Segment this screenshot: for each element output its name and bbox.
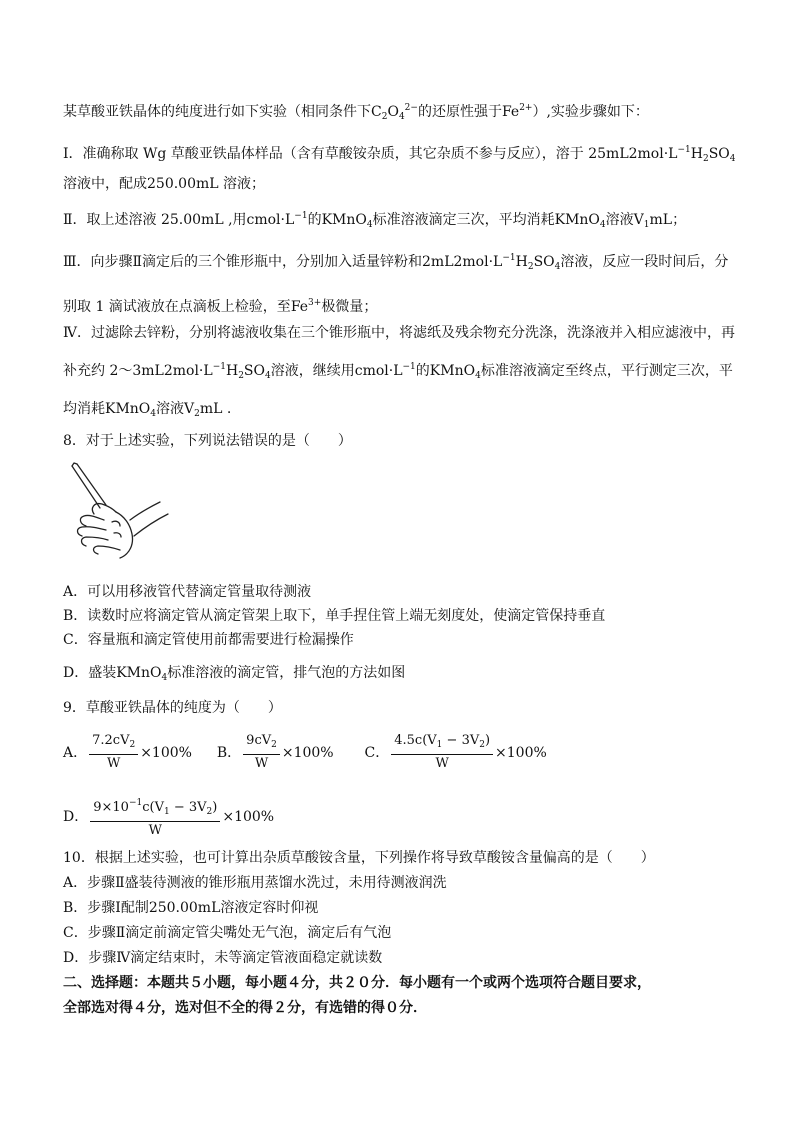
- q10-option-b-text: B．步骤Ⅰ配制250.00mL溶液定容时仰视: [63, 900, 319, 916]
- section2-text: 二、选择题：本题共５小题，每小题４分，共２０分．每小题有一个或两个选项符合题目要求，: [63, 975, 651, 991]
- fraction: [243, 733, 280, 772]
- num-text: ): [212, 800, 218, 815]
- hand-wrist: [130, 502, 160, 520]
- step2-text: 溶液V: [605, 212, 644, 228]
- section2-heading-line2: [63, 999, 427, 1017]
- intro-text: ）,实验步骤如下：: [532, 104, 649, 120]
- step2-text: 标准溶液滴定三次，平均消耗KMnO: [372, 212, 600, 228]
- denominator: W: [254, 756, 269, 771]
- formula-c: C: [371, 104, 382, 120]
- subscript: 4: [150, 409, 157, 419]
- subscript: 2: [238, 371, 244, 381]
- num-text: 4.5c(V: [394, 733, 437, 748]
- step1-line1: [63, 141, 736, 168]
- subscript: 2: [194, 409, 200, 419]
- q10-stem-text: 10．根据上述实验，也可计算出杂质草酸铵含量，下列操作将导致草酸铵含量偏高的是（ ）: [63, 850, 655, 866]
- step4-line2: [63, 358, 733, 385]
- hand-palm: [116, 512, 133, 558]
- q9-option-b: [216, 733, 334, 771]
- q9-option-a: [63, 733, 192, 771]
- formula-o: O: [387, 104, 399, 120]
- q8-option-a: [63, 583, 311, 601]
- fraction: [89, 733, 138, 772]
- q10-option-c: [63, 924, 391, 942]
- intro-line: [63, 99, 649, 126]
- subscript: 4: [161, 673, 168, 683]
- numerator: [391, 733, 493, 755]
- q8-option-d: [63, 664, 405, 687]
- q8-option-d-text: D．盛装KMnO: [63, 665, 162, 681]
- formula-h: H: [225, 363, 239, 379]
- q9-stem-text: 9．草酸亚铁晶体的纯度为（ ）: [63, 700, 282, 716]
- num-text: c(V: [142, 800, 164, 815]
- subscript: 2: [206, 807, 213, 817]
- num-text: 9×10: [93, 800, 129, 815]
- superscript: −1: [402, 362, 416, 372]
- subscript: 4: [599, 220, 606, 230]
- step1-text: 溶液中，配成250.00mL 溶液；: [63, 176, 266, 192]
- subscript: 4: [554, 262, 561, 272]
- superscript: −1: [677, 145, 691, 155]
- numerator: [89, 733, 138, 755]
- numerator: [243, 733, 280, 755]
- intro-text: 某草酸亚铁晶体的纯度进行如下实验（相同条件下: [63, 104, 371, 120]
- subscript: 4: [729, 154, 736, 164]
- percent-suffix: ×100%: [281, 744, 334, 761]
- step2-line: [63, 207, 686, 234]
- burette-tube-right-edge: [77, 464, 106, 505]
- step1-line2: [63, 175, 265, 193]
- num-text: − 3V: [442, 733, 480, 748]
- fraction: [391, 733, 493, 772]
- formula-so: SO: [533, 254, 555, 270]
- q8-option-c-text: C．容量瓶和滴定管使用前都需要进行检漏操作: [63, 632, 354, 648]
- section2-heading-line1: [63, 974, 651, 992]
- burette-tip: [72, 463, 77, 466]
- q8-option-b: [63, 607, 605, 625]
- step1-text: Ⅰ．准确称取 Wg 草酸亚铁晶体样品（含有草酸铵杂质，其它杂质不参与反应），溶于 25mL2mol·L: [63, 146, 678, 162]
- step3-text: 极微量；: [321, 299, 378, 315]
- step2-text: Ⅱ．取上述溶液 25.00mL ,用cmol·L: [63, 212, 295, 228]
- q8-option-c: [63, 631, 354, 649]
- subscript: 2: [702, 154, 709, 164]
- q8-option-d-text: 标准溶液的滴定管，排气泡的方法如图: [167, 665, 406, 681]
- option-label: D．: [63, 809, 89, 825]
- step4-text: 溶液V: [156, 401, 195, 417]
- subscript: 2: [527, 262, 534, 272]
- step3-text: 别取 1 滴试液放在点滴板上检验，至: [63, 299, 291, 315]
- step4-text: 标准溶液滴定至终点，平行测定三次，平: [480, 363, 733, 379]
- q8-option-a-text: A．可以用移液管代替滴定管量取待测液: [63, 584, 312, 600]
- superscript: −1: [294, 211, 308, 221]
- num-text: ): [484, 733, 491, 748]
- burette-tube-left-edge: [72, 466, 100, 508]
- q10-stem: [63, 849, 655, 867]
- formula-so: SO: [708, 146, 730, 162]
- subscript: 1: [436, 740, 443, 750]
- percent-suffix: ×100%: [495, 744, 547, 761]
- step4-line3: [63, 400, 231, 423]
- q10-option-b: [63, 899, 318, 917]
- percent-suffix: ×100%: [222, 809, 275, 825]
- option-label: C．: [364, 744, 390, 761]
- step4-text: 均消耗KMnO: [63, 401, 151, 417]
- option-label: A．: [63, 744, 88, 761]
- hand-finger: [78, 527, 107, 536]
- subscript: 4: [265, 371, 271, 381]
- hand-finger: [94, 546, 121, 554]
- formula-fe: Fe: [290, 299, 309, 315]
- superscript: −1: [128, 798, 143, 808]
- q10-option-d: [63, 949, 382, 967]
- step2-text: mL；: [649, 212, 687, 228]
- subscript: 4: [366, 220, 373, 230]
- formula-h: H: [690, 146, 703, 162]
- numerator: [90, 795, 220, 822]
- section2-text: 全部选对得４分，选对但不全的得２分，有选错的得０分．: [63, 1000, 427, 1016]
- step4-text: Ⅳ．过滤除去锌粉，分别将滤液收集在三个锥形瓶中，将滤纸及残余物充分洗涤，洗涤液并入相应滤液中，再: [63, 325, 735, 341]
- step4-text: 溶液，继续用cmol·L: [270, 363, 403, 379]
- q8-stem: [63, 432, 352, 450]
- finger-nail: [114, 533, 121, 537]
- superscript: 2−: [404, 103, 418, 113]
- q10-option-c-text: C．步骤Ⅱ滴定前滴定管尖嘴处无气泡，滴定后有气泡: [63, 925, 392, 941]
- superscript: 2+: [519, 103, 533, 113]
- denominator: W: [148, 823, 162, 838]
- burette-bubble-removal-figure: [64, 462, 174, 572]
- subscript: 4: [475, 371, 481, 381]
- superscript: −1: [212, 362, 226, 372]
- formula-so: SO: [243, 363, 265, 379]
- step3-text: Ⅲ．向步骤Ⅱ滴定后的三个锥形瓶中，分别加入适量锌粉和2mL2mol·L: [63, 254, 503, 270]
- subscript: 2: [271, 740, 277, 750]
- hand-finger: [82, 537, 109, 546]
- intro-text: 的还原性强于: [417, 104, 502, 120]
- q9-option-d: [63, 795, 274, 839]
- q9-options-abc: [63, 733, 547, 772]
- hand-thumb: [92, 504, 116, 514]
- subscript: 1: [643, 220, 650, 230]
- step3-text: 溶液，反应一段时间后，分: [560, 254, 729, 270]
- num-text: 9cV: [246, 733, 272, 748]
- step4-text: 的KMnO: [415, 363, 476, 379]
- denominator: W: [435, 756, 449, 771]
- q10-option-d-text: D．步骤Ⅳ滴定结束时，未等滴定管液面稳定就读数: [63, 950, 383, 966]
- percent-suffix: ×100%: [140, 744, 192, 761]
- fraction: [90, 795, 220, 839]
- superscript: 3+: [308, 298, 322, 308]
- hand-wrist: [134, 514, 168, 536]
- step4-text: mL .: [199, 401, 232, 417]
- num-text: − 3V: [169, 800, 207, 815]
- q9-option-c: [364, 733, 547, 771]
- subscript: 4: [398, 112, 405, 122]
- subscript: 2: [479, 740, 485, 750]
- q8-stem-text: 8．对于上述实验，下列说法错误的是（ ）: [63, 433, 352, 449]
- q10-option-a-text: A．步骤Ⅱ盛装待测液的锥形瓶用蒸馏水洗过，未用待测液润洗: [63, 875, 447, 891]
- step3-line1: [63, 249, 728, 276]
- num-text: 7.2cV: [92, 733, 130, 748]
- subscript: 2: [129, 740, 136, 750]
- hand-finger: [80, 515, 104, 526]
- step4-text: 补充约 2～3mL2mol·L: [63, 363, 213, 379]
- step3-line2: [63, 294, 377, 316]
- subscript: 1: [163, 807, 170, 817]
- subscript: 2: [381, 112, 388, 122]
- q9-stem: [63, 699, 282, 717]
- formula-h: H: [515, 254, 528, 270]
- step2-text: 的KMnO: [307, 212, 367, 228]
- superscript: −1: [502, 253, 516, 263]
- finger-nail: [112, 521, 120, 526]
- step4-line1: [63, 324, 735, 342]
- denominator: W: [106, 756, 121, 771]
- formula-fe: Fe: [501, 104, 520, 120]
- q8-option-b-text: B．读数时应将滴定管从滴定管架上取下，单手捏住管上端无刻度处，使滴定管保持垂直: [63, 608, 606, 624]
- q10-option-a: [63, 874, 447, 892]
- option-label: B．: [216, 744, 242, 761]
